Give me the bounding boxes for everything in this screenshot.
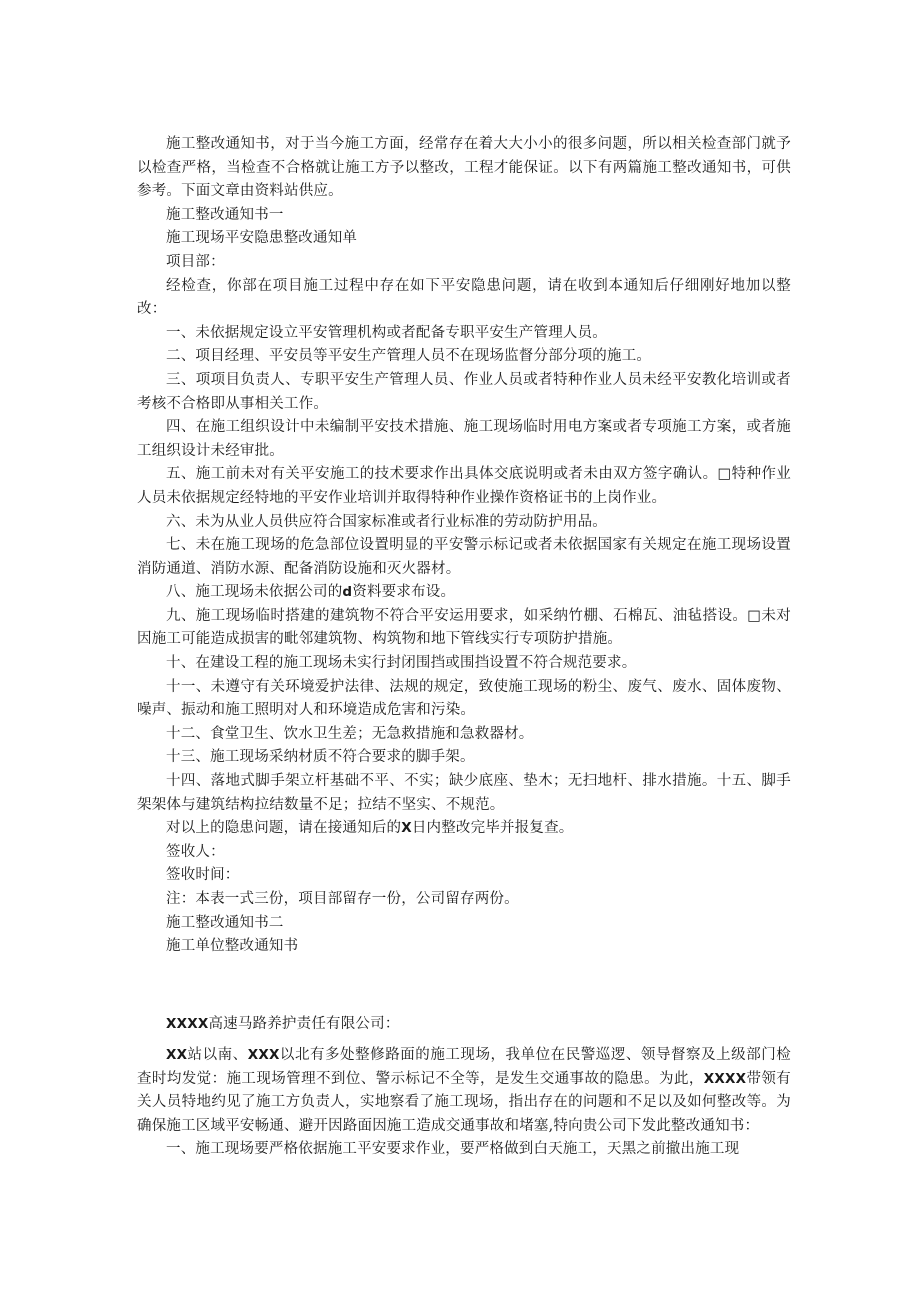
list-item: 四、在施工组织设计中未编制平安技术措施、施工现场临时用电方案或者专项施工方案，或者施工组织设计未经审批。 [137,419,791,459]
signer-line: 签收人： [166,843,225,860]
list-item-8 [137,581,791,605]
list-item: 七、未在施工现场的危急部位设置明显的平安警示标记或者未依据国家有关规定在施工现场设置消防通道、消防水源、配备消防设施和灭火器材。 [137,537,791,577]
deadline-paragraph [137,817,791,841]
list-item: 二、项目经理、平安员等平安生产管理人员不在现场监督分部分项的施工。 [166,348,652,365]
notice2-subtitle: 施工单位整改通知书 [166,938,299,955]
intro-paragraph: 施工整改通知书，对于当今施工方面，经常存在着大大小小的很多问题，所以相关检查部门就予以检查严格，当检查不合格就让施工方予以整改，工程才能保证。以下有两篇施工整改通知书，可供参考。下面文章由资料站供应。 [137,136,791,200]
check-paragraph: 经检查，你部在项目施工过程中存在如下平安隐患问题，请在收到本通知后仔细刚好地加以整改： [137,277,791,318]
addressee-project-dept: 项目部： [166,253,225,270]
item8-suffix: 资料要求布设。 [352,584,456,601]
notice-addressee [137,1013,791,1037]
notice2-paragraph [137,1044,791,1138]
item8-prefix: 八、施工现场未依据公司的 [166,584,343,601]
note-line: 注：本表一式三份，项目部留存一份，公司留存两份。 [166,891,519,907]
list-item: 一、未依据规定设立平安管理机构或者配备专职平安生产管理人员。 [166,324,607,341]
p2-mark-3: XXXX [703,1070,747,1087]
list-item: 十四、落地式脚手架立杆基础不平、不实；缺少底座、垫木；无扫地杆、排水措施。十五、脚手架架体与建筑结构拉结数量不足；拉结不坚实、不规范。 [137,773,791,813]
item8-mark: d [342,584,353,601]
notice1-subtitle: 施工现场平安隐患整改通知单 [166,230,358,247]
addressee-mark: XXXX [166,1016,209,1032]
deadline-suffix: 日内整改完毕并报复查。 [411,820,574,837]
deadline-mark: X [401,820,412,837]
sign-time-line: 签收时间： [166,867,240,884]
notice1-title: 施工整改通知书一 [166,206,284,223]
addressee-text: 高速马路养护责任有限公司： [208,1016,400,1032]
notice-body-part1 [137,133,791,959]
addressee-company [137,1013,791,1037]
p2-mark-2: XXX [247,1047,280,1063]
list-item: 十三、施工现场采纳材质不符合要求的脚手架。 [166,749,475,766]
p2-text-1: 站以南、 [187,1047,248,1063]
list-item: 六、未为从业人员供应符合国家标准或者行业标准的劳动防护用品。 [166,513,607,530]
notice2-item-1: 一、施工现场要严格依据施工平安要求作业，要严格做到白天施工，天黑之前撤出施工现 [166,1141,740,1158]
notice2-title: 施工整改通知书二 [166,914,284,931]
list-item: 三、项项目负责人、专职平安生产管理人员、作业人员或者特种作业人员未经平安教化培训或者考核不合格即从事相关工作。 [137,371,791,412]
p2-text-3: 带领有关人员特地约见了施工方负责人，实地察看了施工现场，指出存在的问题和不足以及如何整改等。为确保施工区域平安畅通、避开因路面因施工造成交通事故和堵塞,特向贵公司下发此整改通知书： [137,1070,791,1134]
list-item: 十、在建设工程的施工现场未实行封闭围挡或围挡设置不符合规范要求。 [166,655,637,672]
list-item: 十一、未遵守有关环境爱护法律、法规的规定，致使施工现场的粉尘、废气、废水、固体废物、噪声、振动和施工照明对人和环境造成危害和污染。 [137,678,791,719]
deadline-prefix: 对以上的隐患问题，请在接通知后的 [166,820,402,837]
p2-text-2: 以北有多处整修路面的施工现场，我单位在民警巡逻、领导督察及上级部门检查时均发觉：施工现场管理不到位、警示标记不全等，是发生交通事故的隐患。为此， [137,1047,791,1087]
list-item: 九、施工现场临时搭建的建筑物不符合平安运用要求，如采纳竹棚、石棉瓦、油毡搭设。□未对因施工可能造成损害的毗邻建筑物、构筑物和地下管线实行专项防护措施。 [137,607,791,648]
list-item: 十二、食堂卫生、饮水卫生差；无急救措施和急救器材。 [166,725,534,742]
list-item: 五、施工前未对有关平安施工的技术要求作出具体交底说明或者未由双方签字确认。□特种作业人员未依据规定经特地的平安作业培训并取得特种作业操作资格证书的上岗作业。 [137,466,791,506]
p2-mark-1: XX [166,1047,188,1063]
notice-body-part2 [137,1044,791,1162]
